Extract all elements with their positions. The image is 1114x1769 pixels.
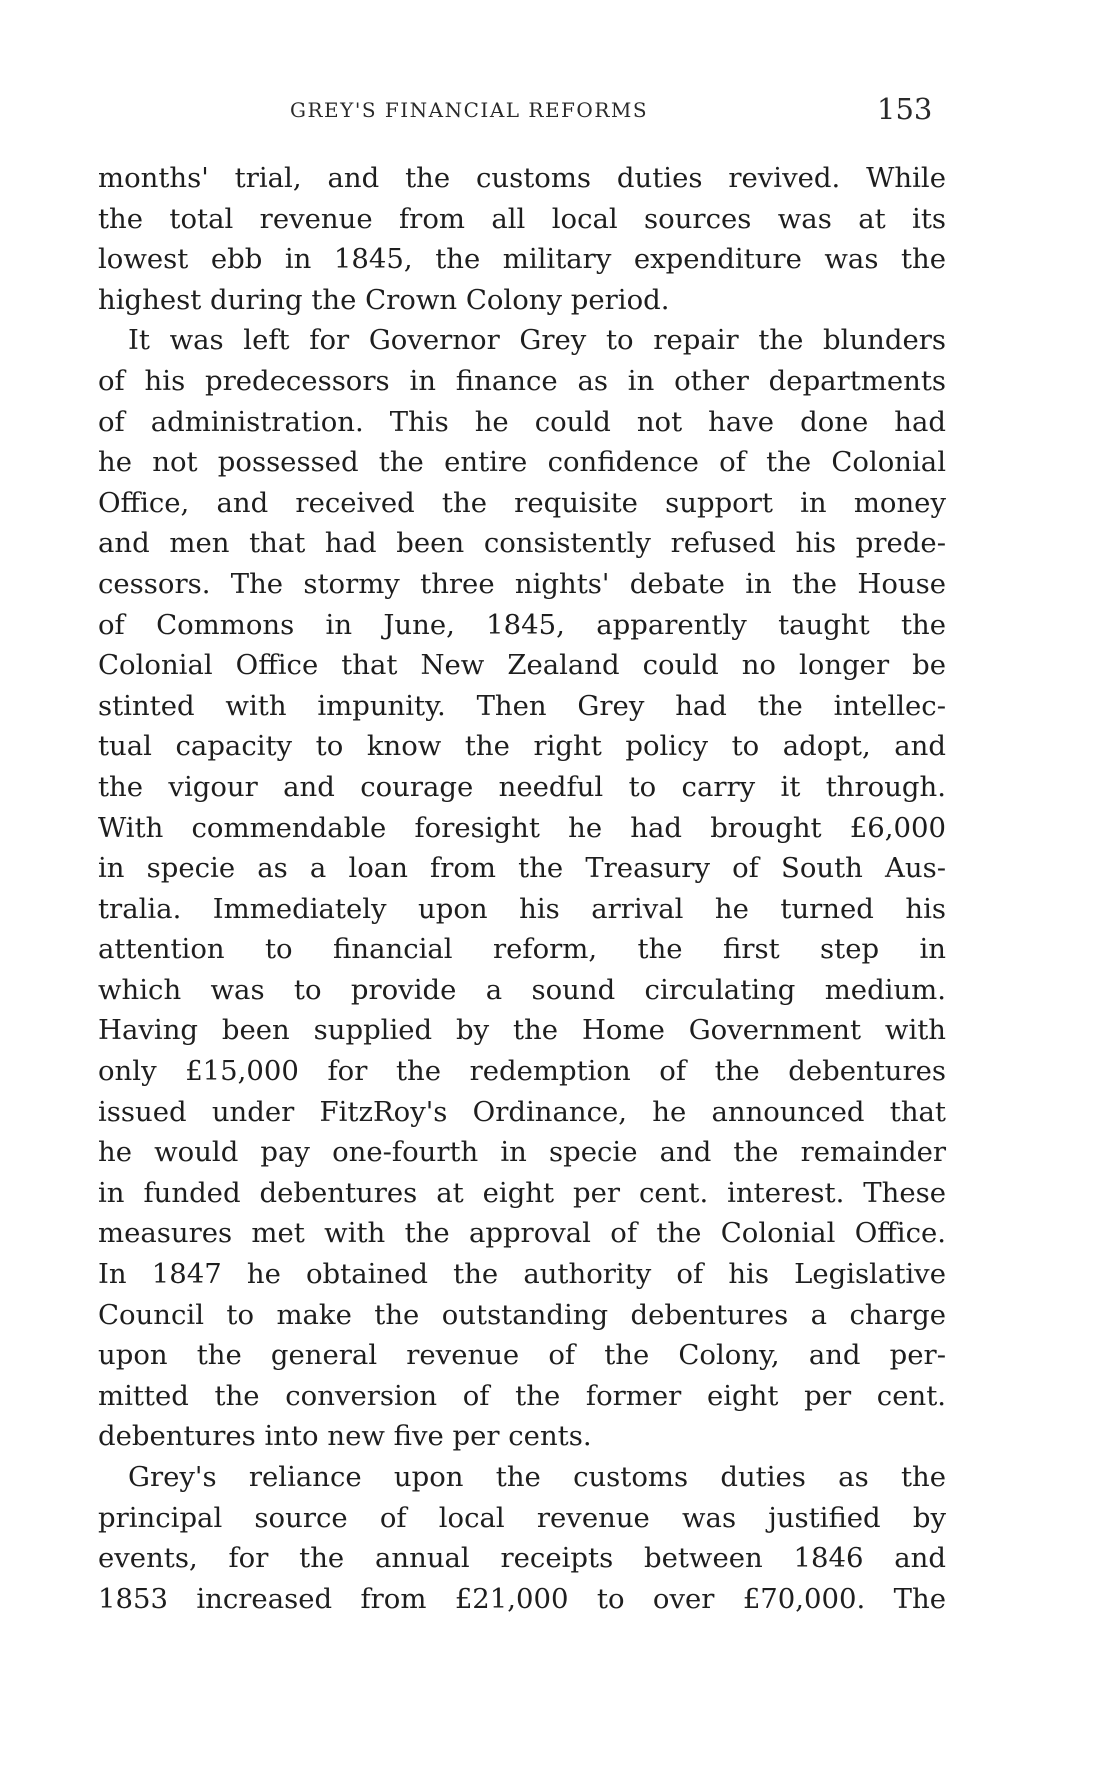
text-line: attention to financial reform, the first step in <box>98 933 946 966</box>
text-line: With commendable foresight he had brought £6,000 <box>98 811 946 844</box>
text-line: only £15,000 for the redemption of the debentures <box>98 1055 946 1088</box>
text-line: of Commons in June, 1845, apparently taught the <box>98 608 946 641</box>
page-number: 153 <box>877 92 933 126</box>
text-line: highest during the Crown Colony period. <box>98 283 670 316</box>
text-line: cessors. The stormy three nights' debate in the House <box>98 567 946 600</box>
text-line: he not possessed the entire confidence of the Colonial <box>98 446 946 479</box>
text-line: Office, and received the requisite support in money <box>98 486 946 519</box>
text-line: of his predecessors in finance as in other departments <box>98 364 946 397</box>
text-line: he would pay one-fourth in specie and the remainder <box>98 1136 946 1169</box>
text-line: events, for the annual receipts between 1846 and <box>98 1542 946 1575</box>
text-line: upon the general revenue of the Colony, and per- <box>98 1339 946 1372</box>
text-line: mitted the conversion of the former eight per cent. <box>98 1379 946 1412</box>
text-line: Council to make the outstanding debentures a charge <box>98 1298 946 1331</box>
text-line: measures met with the approval of the Colonial Office. <box>98 1217 946 1250</box>
text-line: Grey's reliance upon the customs duties as the <box>128 1461 946 1493</box>
text-line: and men that had been consistently refused his prede- <box>98 527 946 560</box>
text-line: which was to provide a sound circulating medium. <box>98 973 946 1006</box>
text-line: in funded debentures at eight per cent. interest. These <box>98 1176 946 1209</box>
text-line: tual capacity to know the right policy to adopt, and <box>98 730 946 763</box>
text-line: principal source of local revenue was justified by <box>98 1501 946 1534</box>
text-line: the total revenue from all local sources was at its <box>98 202 946 235</box>
text-line: months' trial, and the customs duties revived. While <box>98 162 946 194</box>
text-line: debentures into new five per cents. <box>98 1420 592 1453</box>
text-line: 1853 increased from £21,000 to over £70,000. The <box>98 1582 946 1615</box>
text-line: In 1847 he obtained the authority of his Legislative <box>98 1258 946 1291</box>
text-line: tralia. Immediately upon his arrival he turned his <box>98 892 946 925</box>
text-line: lowest ebb in 1845, the military expenditure was the <box>98 243 946 276</box>
text-line: It was left for Governor Grey to repair the blunders <box>128 324 946 357</box>
text-line: of administration. This he could not have done had <box>98 405 946 438</box>
text-line: the vigour and courage needful to carry it through. <box>98 770 946 803</box>
text-line: Colonial Office that New Zealand could no longer be <box>98 649 946 682</box>
body-text <box>98 158 946 1619</box>
text-line: Having been supplied by the Home Government with <box>98 1014 946 1047</box>
text-line: issued under FitzRoy's Ordinance, he announced that <box>98 1095 946 1128</box>
running-title: GREY'S FINANCIAL REFORMS <box>290 98 649 122</box>
text-line: in specie as a loan from the Treasury of South Aus- <box>98 852 946 885</box>
text-line: stinted with impunity. Then Grey had the intellec- <box>98 689 946 722</box>
